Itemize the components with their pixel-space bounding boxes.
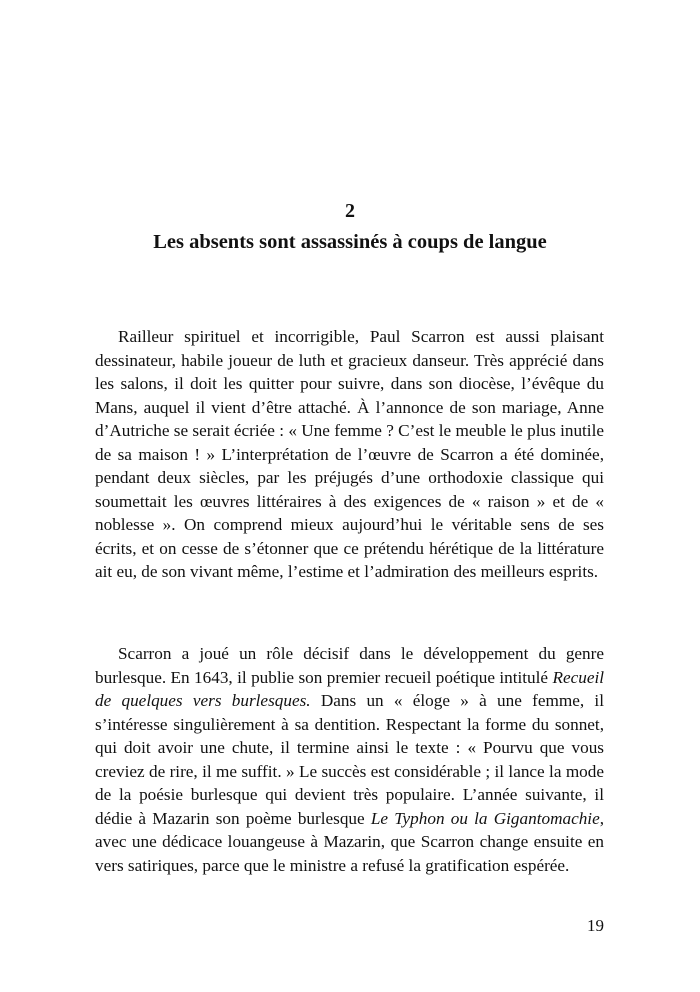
text-segment: Scarron a joué un rôle décisif dans le développement du genre burlesque. En 1643, il publie son premier recueil poétique intitulé: [95, 644, 604, 687]
page-number: 19: [587, 916, 604, 935]
book-title-recueil: Recueil de quelques vers burlesques.: [95, 667, 604, 710]
paragraph-text: [95, 325, 604, 584]
paragraph-text: [95, 642, 604, 877]
chapter-number: 2: [345, 200, 355, 222]
paragraph-1: [95, 325, 604, 584]
paragraph-2: [95, 642, 604, 877]
book-title-typhon: Le Typhon ou la Gigantomachie: [370, 808, 600, 828]
chapter-title: Les absents sont assassinés à coups de langue: [153, 231, 547, 253]
text-segment: , avec une dédicace louangeuse à Mazarin, que Scarron change ensuite en vers satiriques, parce que le ministre a refusé la gratification espérée.: [95, 808, 605, 875]
text-segment: Railleur spirituel et incorrigible, Paul Scarron est aussi plaisant dessinateur, habile joueur de luth et gracieux danseur. Très apprécié dans les salons, il doit les quitter pour suivre, dans son diocèse, l’évêque du Mans, auquel il vient d’être attaché. À l’annonce de son mariage, Anne d’Autriche se serait écriée : « Une femme ? C’est le meuble le plus inutile de sa maison ! » L’interprétation de l’œuvre de Scarron a été dominée, pendant deux siècles, par les préjugés d’une orthodoxie classique qui soumettait les œuvres littéraires à des exigences de « raison » et de « noblesse ». On comprend mieux aujourd’hui le véritable sens de ses écrits, et on cesse de s’étonner que ce prétendu hérétique de la littérature ait eu, de son vivant même, l’estime et l’admiration des meilleurs esprits.: [95, 327, 604, 581]
text-segment: Dans un « éloge » à une femme, il s’intéresse singulièrement à sa dentition. Respectant la forme du sonnet, qui doit avoir une chute, il termine ainsi le texte : « Pourvu que vous creviez de rire, il me suffit. » Le succès est considérable ; il lance la mode de la poésie burlesque qui devient très populaire. L’année suivante, il dédie à Mazarin son poème burlesque: [95, 691, 604, 828]
